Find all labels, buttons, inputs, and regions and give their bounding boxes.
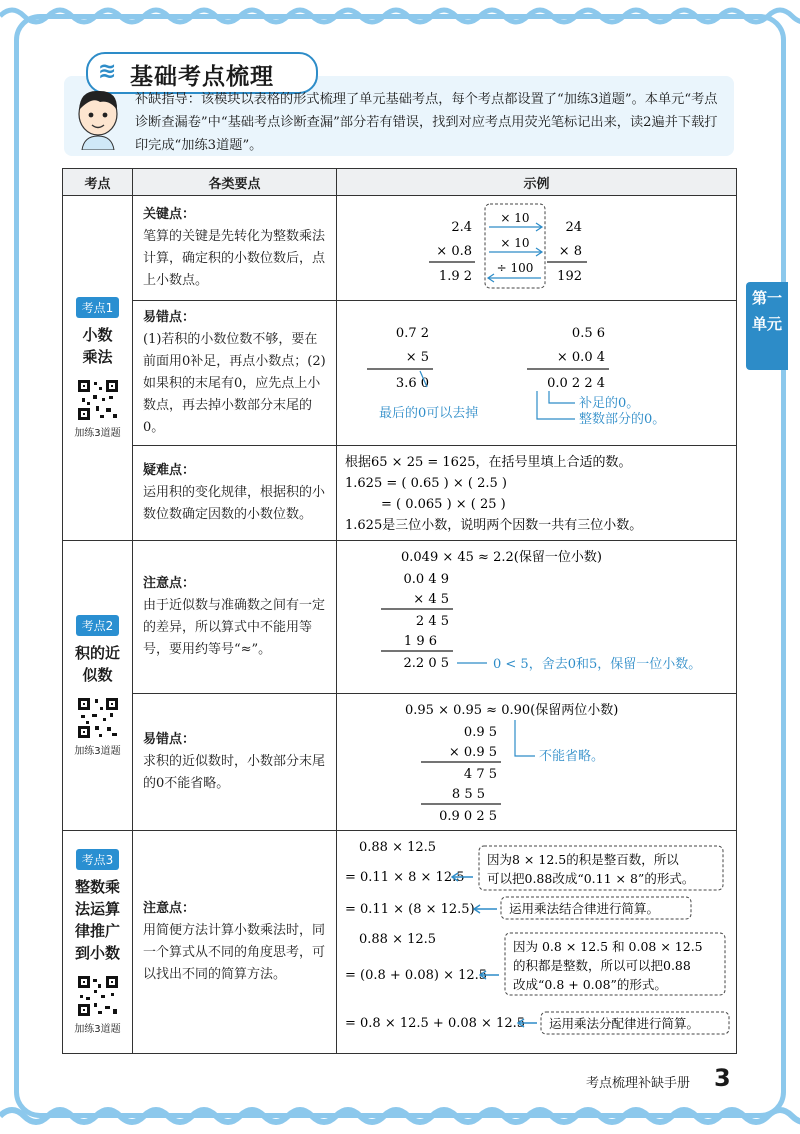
example-cell <box>337 694 737 831</box>
ex5-row: × 0.9 5 <box>448 745 497 760</box>
ex5-row: 8 5 5 <box>451 787 485 802</box>
section-title-text: 基础考点梳理 <box>130 64 274 90</box>
unit-side-tab <box>746 282 788 370</box>
table-row <box>63 831 737 1054</box>
side-tab-line: 单元 <box>751 315 782 333</box>
ex1-int-product: 192 <box>557 269 582 284</box>
qr-label: 加练3道题 <box>74 428 121 439</box>
ex3-line: 1.625 = ( 0.65 ) × ( 2.5 ) <box>345 476 507 491</box>
row-body: 由于近似数与准确数之间有一定的差异，所以算式中不能用等号，要用约等号“≈”。 <box>143 598 326 657</box>
ex5-row: 0.9 5 <box>463 725 497 740</box>
knowledge-table <box>62 168 737 1054</box>
ex5-row: 4 7 5 <box>463 767 497 782</box>
ex2-note-2: 补足的0。 <box>579 396 640 411</box>
page-number: 3 <box>714 1064 731 1092</box>
ex6-callout: 运用乘法结合律进行简算。 <box>509 901 660 916</box>
table-header-row <box>63 169 737 196</box>
row-body: 运用积的变化规律，根据积的小数位数确定因数的小数位数。 <box>143 485 326 522</box>
ex2-p2: 0.0 2 2 4 <box>547 376 605 391</box>
table-row <box>63 196 737 301</box>
ex6-callout: 可以把0.88改成“0.11 × 8”的形式。 <box>487 871 695 886</box>
qr-code-icon[interactable] <box>76 696 120 740</box>
point-text-cell <box>133 694 337 831</box>
header-cell: 考点 <box>63 169 133 196</box>
row-body: (1)若积的小数位数不够，要在前面用0补足，再点小数点；(2)如果积的末尾有0，应先点上小数点，再去掉小数部分末尾的0。 <box>143 332 326 435</box>
qr-code-icon[interactable] <box>76 974 120 1018</box>
example-2-figure <box>337 309 737 437</box>
row-body: 求积的近似数时，小数部分末尾的0不能省略。 <box>143 754 326 791</box>
ex5-note: 不能省略。 <box>539 749 605 764</box>
ex1-factor-b: × 0.8 <box>436 244 472 259</box>
ex5-title: 0.95 × 0.95 ≈ 0.90(保留两位小数) <box>405 703 619 718</box>
point-title: 小数 <box>82 326 113 344</box>
header-cell: 各类要点 <box>133 169 337 196</box>
qr-label: 加练3道题 <box>74 745 121 757</box>
row-heading: 注意点： <box>143 901 196 916</box>
ex6-line: 0.88 × 12.5 <box>359 932 437 947</box>
ex1-mult-label: × 10 <box>500 211 530 225</box>
ex1-div-label: ÷ 100 <box>496 261 534 275</box>
ex2-b1: × 5 <box>405 350 429 365</box>
footer-book-title: 考点梳理补缺手册 <box>586 1076 691 1091</box>
point-text-cell <box>133 446 337 541</box>
ex6-line: 0.88 × 12.5 <box>359 840 437 855</box>
point-text-cell <box>133 196 337 301</box>
point-title: 整数乘 <box>74 878 120 896</box>
ex1-factor-a: 2.4 <box>451 220 472 235</box>
ex4-row: 0.0 4 9 <box>403 572 449 587</box>
example-6-figure <box>337 831 737 1053</box>
ex6-line: = 0.11 × 8 × 12.5 <box>345 870 465 885</box>
ex2-note-3: 整数部分的0。 <box>579 412 666 427</box>
example-cell <box>337 831 737 1054</box>
example-5-figure <box>337 694 737 830</box>
point-title: 积的近 <box>74 643 120 662</box>
ex6-callout: 运用乘法分配律进行简算。 <box>549 1016 700 1031</box>
wave-lines-icon: ≋ <box>98 59 117 84</box>
point-text-cell <box>133 301 337 446</box>
point-text-cell <box>133 541 337 694</box>
qr-label: 加练3道题 <box>74 1024 121 1035</box>
ex1-int-a: 24 <box>565 220 582 235</box>
row-body: 用简便方法计算小数乘法时，同一个算式从不同的角度思考，可以找出不同的简算方法。 <box>143 923 326 982</box>
ex4-row: 1 9 6 <box>403 634 437 649</box>
point-title: 法运算 <box>74 900 120 918</box>
ex4-note: 0 < 5，舍去0和5，保留一位小数。 <box>493 657 702 672</box>
row-heading: 注意点： <box>143 576 196 591</box>
point-3-cell <box>63 831 133 1054</box>
ex6-callout: 改成“0.8 + 0.08”的形式。 <box>513 977 667 992</box>
table-row <box>63 301 737 446</box>
ex2-note-1: 最后的0可以去掉 <box>379 406 479 421</box>
table-row <box>63 446 737 541</box>
ex6-line: = (0.8 + 0.08) × 12.5 <box>345 968 488 983</box>
ex2-a1: 0.7 2 <box>395 326 429 341</box>
ex4-row: 2.2 0 5 <box>403 656 449 671</box>
point-text-cell <box>133 831 337 1054</box>
ex2-p1: 3.6 0 <box>395 376 429 391</box>
ex1-int-b: × 8 <box>558 244 582 259</box>
row-heading: 关键点： <box>143 207 196 222</box>
example-cell <box>337 196 737 301</box>
guide-text: 补缺指导：该模块以表格的形式梳理了单元基础考点，每个考点都设置了“加练3道题”。本单元“考点诊断查漏卷”中“基础考点诊断查漏”部分若有错误，找到对应考点用荧光笔标记出来，读2遍并下载打印完成“加练3道题”。 <box>135 92 718 153</box>
ex4-title: 0.049 × 45 ≈ 2.2(保留一位小数) <box>401 550 602 565</box>
example-cell <box>337 446 737 541</box>
boy-avatar-icon <box>70 84 126 150</box>
bottom-wave-decoration <box>0 1100 800 1134</box>
point-title: 到小数 <box>74 944 120 962</box>
ex6-line: = 0.8 × 12.5 + 0.08 × 12.5 <box>345 1016 526 1031</box>
ex1-mult-label: × 10 <box>500 236 530 250</box>
row-heading: 疑难点： <box>143 463 196 478</box>
ex6-callout: 的积都是整数，所以可以把0.88 <box>513 958 691 973</box>
point-title: 乘法 <box>82 348 113 366</box>
ex1-product: 1.9 2 <box>438 269 472 284</box>
example-cell <box>337 541 737 694</box>
ex3-line: 根据65 × 25 = 1625，在括号里填上合适的数。 <box>345 455 632 470</box>
table-row <box>63 694 737 831</box>
ex5-row: 0.9 0 2 5 <box>439 809 497 824</box>
example-4-figure <box>337 541 737 693</box>
side-tab-line: 第一 <box>751 289 782 307</box>
table-row <box>63 541 737 694</box>
row-heading: 易错点： <box>143 732 196 747</box>
ex4-row: × 4 5 <box>413 592 449 607</box>
example-3-figure <box>337 446 737 540</box>
ex6-callout: 因为8 × 12.5的积是整百数，所以 <box>487 852 679 867</box>
example-cell <box>337 301 737 446</box>
point-badge: 考点2 <box>76 615 120 636</box>
point-badge: 考点1 <box>76 297 120 318</box>
row-heading: 易错点： <box>143 310 196 325</box>
ex3-line: 1.625是三位小数，说明两个因数一共有三位小数。 <box>345 518 643 533</box>
header-cell: 示例 <box>337 169 737 196</box>
point-title: 律推广 <box>74 922 120 940</box>
ex6-line: = 0.11 × (8 × 12.5) <box>345 902 475 917</box>
row-body: 笔算的关键是先转化为整数乘法计算，确定积的小数位数后，点上小数点。 <box>143 229 326 288</box>
point-title: 似数 <box>82 665 113 684</box>
point-1-cell <box>63 196 133 541</box>
ex6-callout: 因为 0.8 × 12.5 和 0.08 × 12.5 <box>513 939 703 954</box>
example-1-figure <box>337 196 737 300</box>
ex3-line: = ( 0.065 ) × ( 25 ) <box>381 497 506 512</box>
point-2-cell <box>63 541 133 831</box>
top-wave-decoration <box>0 0 800 28</box>
point-badge: 考点3 <box>76 849 120 870</box>
qr-code-icon[interactable] <box>76 378 120 422</box>
ex4-row: 2 4 5 <box>415 614 449 629</box>
ex2-a2: 0.5 6 <box>571 326 605 341</box>
ex2-b2: × 0.0 4 <box>556 350 605 365</box>
